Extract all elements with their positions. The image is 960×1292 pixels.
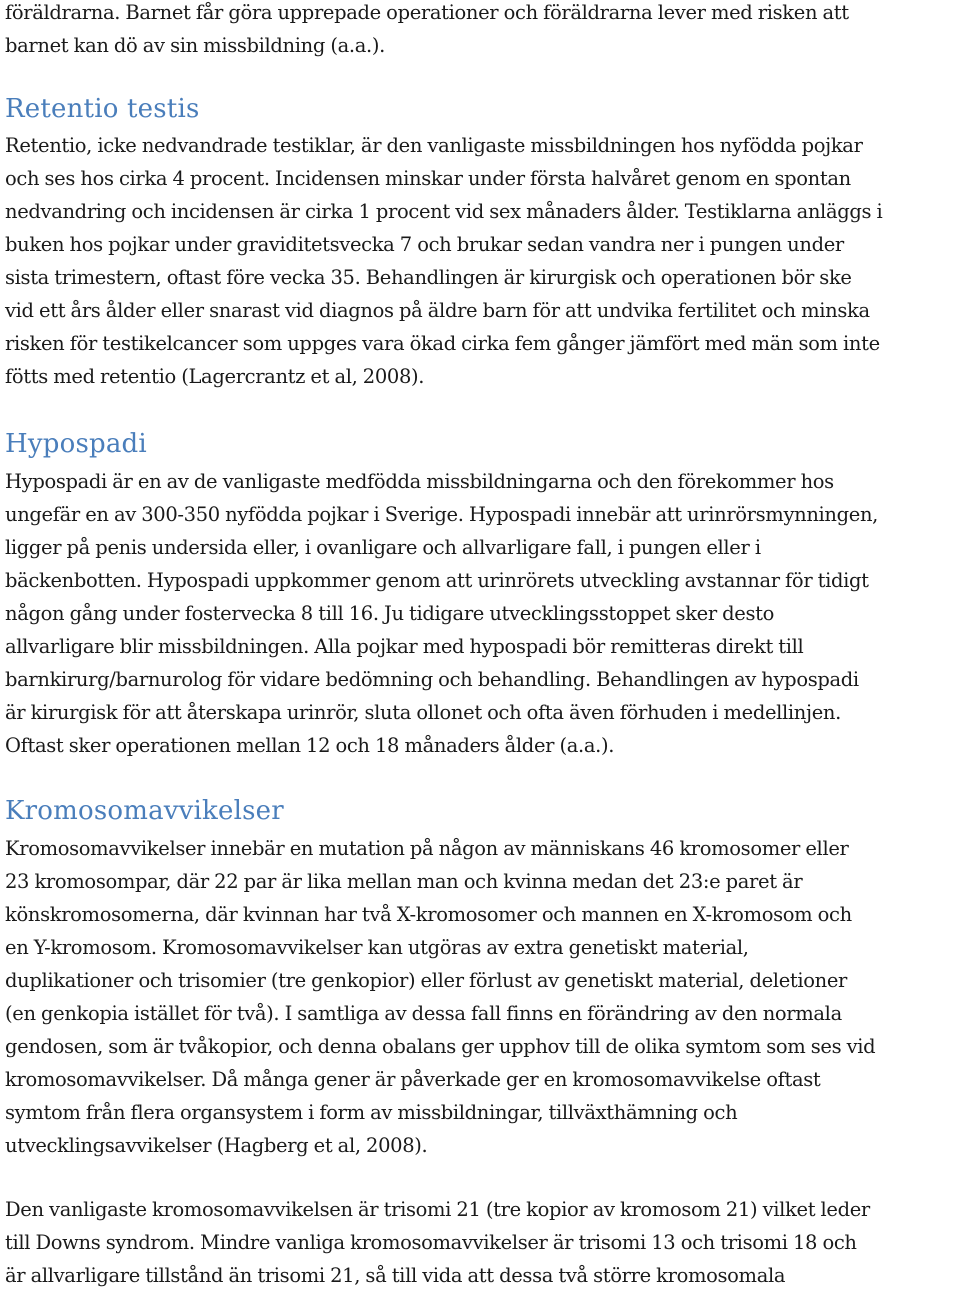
text-line: barnet kan dö av sin missbildning (a.a.). [5, 34, 385, 57]
text-line: Kromosomavvikelser innebär en mutation på någon av människans 46 kromosomer eller [5, 837, 849, 860]
text-line: risken för testikelcancer som uppges vara ökad cirka fem gånger jämfört med män som inte [5, 332, 880, 355]
text-line: är kirurgisk för att återskapa urinrör, sluta ollonet och ofta även förhuden i medellinjen. [5, 701, 841, 724]
text-line: Retentio, icke nedvandrade testiklar, är den vanligaste missbildningen hos nyfödda pojkar [5, 134, 863, 157]
text-line: duplikationer och trisomier (tre genkopior) eller förlust av genetiskt material, deletioner [5, 969, 848, 992]
kromosom-paragraph [5, 832, 957, 1162]
text-line: sista trimestern, oftast före vecka 35. Behandlingen är kirurgisk och operationen bör ske [5, 266, 852, 289]
text-line: föräldrarna. Barnet får göra upprepade operationer och föräldrarna lever med risken att [5, 1, 849, 24]
text-line: ungefär en av 300-350 nyfödda pojkar i Sverige. Hypospadi innebär att urinrörsmynningen, [5, 503, 879, 526]
text-line: könskromosomerna, där kvinnan har två X-kromosomer och mannen en X-kromosom och [5, 903, 852, 926]
text-line: bäckenbotten. Hypospadi uppkommer genom att urinrörets utveckling avstannar för tidigt [5, 569, 869, 592]
text-line: Oftast sker operationen mellan 12 och 18 månaders ålder (a.a.). [5, 734, 615, 757]
text-line: allvarligare blir missbildningen. Alla pojkar med hypospadi bör remitteras direkt till [5, 635, 804, 658]
text-line: utvecklingsavvikelser (Hagberg et al, 2008). [5, 1134, 428, 1157]
section-heading-kromosomavvikelser: Kromosomavvikelser [5, 796, 284, 826]
trisomi-paragraph [5, 1193, 957, 1292]
text-line: buken hos pojkar under graviditetsvecka 7 och brukar sedan vandra ner i pungen under [5, 233, 844, 256]
text-line: vid ett års ålder eller snarast vid diagnos på äldre barn för att undvika fertilitet och minska [5, 299, 870, 322]
text-line: och ses hos cirka 4 procent. Incidensen minskar under första halvåret genom en spontan [5, 167, 851, 190]
section-heading-hypospadi: Hypospadi [5, 429, 147, 459]
text-line: är allvarligare tillstånd än trisomi 21, så till vida att dessa två större kromosomala [5, 1264, 786, 1287]
text-line: Den vanligaste kromosomavvikelsen är trisomi 21 (tre kopior av kromosom 21) vilket leder [5, 1198, 870, 1221]
text-line: någon gång under fostervecka 8 till 16. Ju tidigare utvecklingsstoppet sker desto [5, 602, 775, 625]
text-line: fötts med retentio (Lagercrantz et al, 2008). [5, 365, 425, 388]
retentio-paragraph [5, 129, 957, 393]
text-line: Hypospadi är en av de vanligaste medfödda missbildningarna och den förekommer hos [5, 470, 834, 493]
text-line: symtom från flera organsystem i form av missbildningar, tillväxthämning och [5, 1101, 738, 1124]
text-line: gendosen, som är tvåkopior, och denna obalans ger upphov till de olika symtom som ses vid [5, 1035, 876, 1058]
text-line: (en genkopia istället för två). I samtliga av dessa fall finns en förändring av den normala [5, 1002, 842, 1025]
intro-paragraph [5, 0, 957, 62]
text-line: kromosomavvikelser. Då många gener är påverkade ger en kromosomavvikelse oftast [5, 1068, 821, 1091]
text-line: nedvandring och incidensen är cirka 1 procent vid sex månaders ålder. Testiklarna anläggs i [5, 200, 883, 223]
text-line: en Y-kromosom. Kromosomavvikelser kan utgöras av extra genetiskt material, [5, 936, 749, 959]
text-line: 23 kromosompar, där 22 par är lika mellan man och kvinna medan det 23:e paret är [5, 870, 803, 893]
text-line: till Downs syndrom. Mindre vanliga kromosomavvikelser är trisomi 13 och trisomi 18 och [5, 1231, 857, 1254]
text-line: ligger på penis undersida eller, i ovanligare och allvarligare fall, i pungen eller i [5, 536, 761, 559]
section-heading-retentio: Retentio testis [5, 94, 200, 124]
text-line: barnkirurg/barnurolog för vidare bedömning och behandling. Behandlingen av hypospadi [5, 668, 859, 691]
hypospadi-paragraph [5, 465, 957, 762]
